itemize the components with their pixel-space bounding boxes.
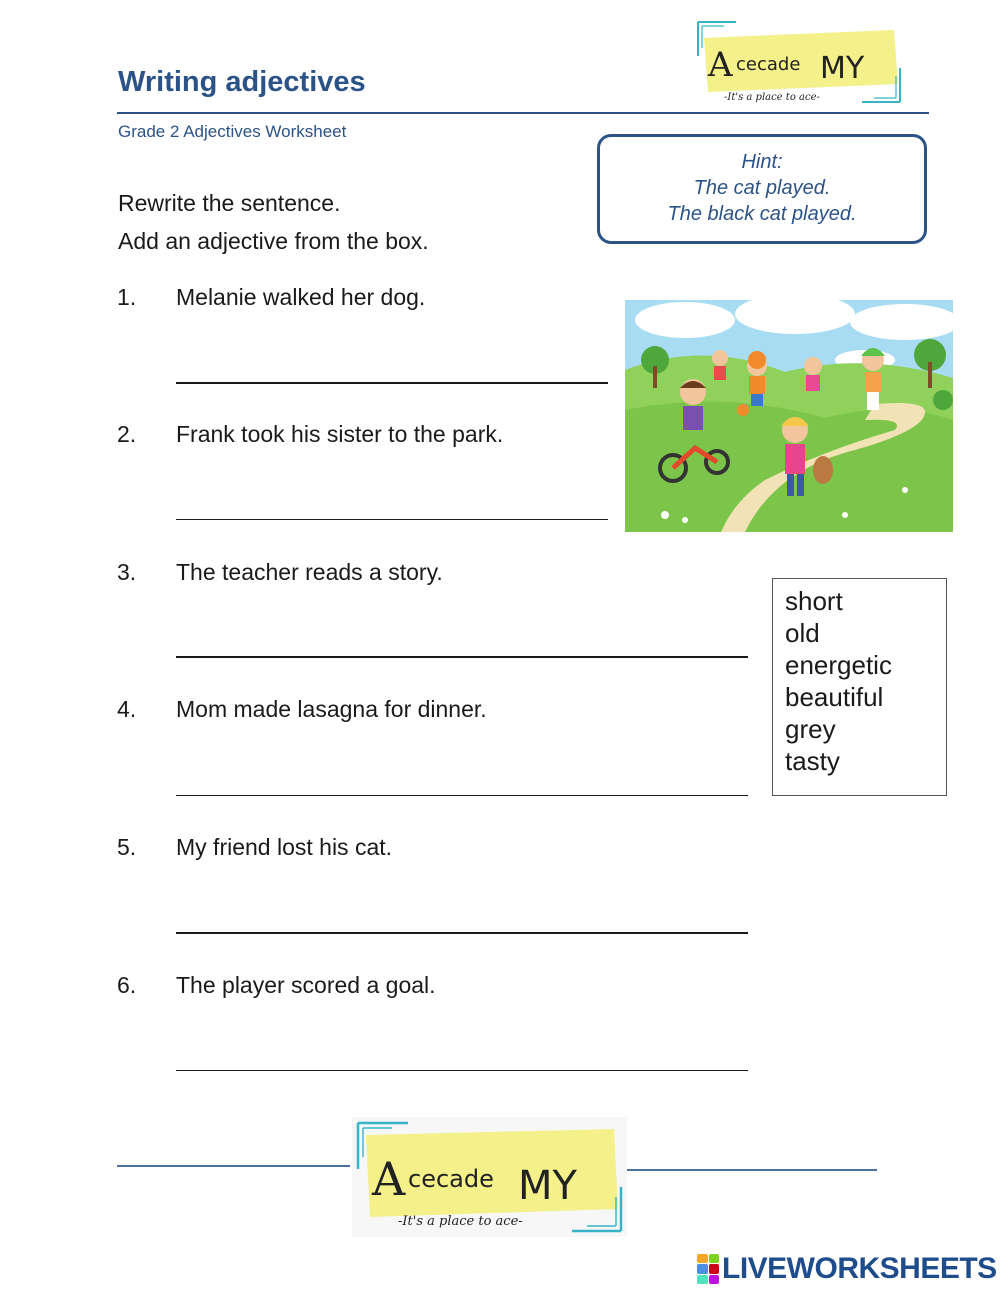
adjective-word: energetic: [785, 650, 892, 680]
acecademy-logo-image: [352, 1117, 627, 1237]
svg-text:A: A: [708, 45, 733, 85]
logo-tagline: -It's a place to ace-: [724, 92, 820, 103]
answer-input-6[interactable]: [176, 1039, 748, 1071]
question-text: Frank took his sister to the park.: [176, 421, 504, 447]
adjective-word: tasty: [785, 746, 840, 776]
adjective-word: old: [785, 618, 820, 648]
title-divider: [117, 112, 929, 114]
adjective-word: grey: [785, 714, 836, 744]
question-text: My friend lost his cat.: [176, 834, 393, 860]
park-illustration: [625, 300, 953, 532]
svg-text:MY: MY: [820, 51, 865, 86]
acecademy-logo-top: [694, 16, 904, 108]
hint-label: Hint:: [741, 151, 783, 173]
hint-example-1: The cat played.: [693, 177, 831, 199]
acecademy-logo-image: [694, 16, 904, 108]
instruction-line-1: Rewrite the sentence.: [118, 190, 341, 216]
footer-divider-left: [117, 1165, 350, 1167]
adjective-word: short: [785, 586, 843, 616]
question-text: The player scored a goal.: [176, 972, 436, 998]
liveworksheets-brand[interactable]: [697, 1254, 997, 1284]
svg-text:A: A: [372, 1152, 406, 1206]
liveworksheets-label: LIVEWORKSHEETS: [722, 1252, 997, 1285]
answer-input-5[interactable]: [176, 902, 748, 934]
hint-example-2: The black cat played.: [667, 203, 857, 225]
instruction-line-2: Add an adjective from the box.: [118, 228, 429, 254]
adjective-word-list: [785, 585, 934, 777]
question-number: 5.: [117, 834, 137, 860]
footer-divider-right: [627, 1169, 877, 1171]
acecademy-logo-bottom: [352, 1117, 627, 1237]
question-number: 3.: [117, 559, 137, 585]
question-number: 4.: [117, 696, 137, 722]
page-subtitle: Grade 2 Adjectives Worksheet: [118, 122, 347, 141]
question-text: The teacher reads a story.: [176, 559, 443, 585]
liveworksheets-icon: [697, 1254, 719, 1284]
question-text: Melanie walked her dog.: [176, 284, 426, 310]
adjective-word-box: [772, 578, 947, 796]
logo-tagline: -It's a place to ace-: [398, 1214, 523, 1229]
park-scene-image: [625, 300, 953, 532]
answer-input-2[interactable]: [176, 488, 608, 520]
question-number: 1.: [117, 284, 137, 310]
adjective-word: beautiful: [785, 682, 884, 712]
question-number: 2.: [117, 421, 137, 447]
question-text: Mom made lasagna for dinner.: [176, 696, 487, 722]
answer-input-1[interactable]: [176, 352, 608, 384]
question-number: 6.: [117, 972, 137, 998]
page-title: Writing adjectives: [118, 66, 366, 98]
svg-text:cecade: cecade: [408, 1165, 494, 1193]
answer-input-3[interactable]: [176, 626, 748, 658]
svg-text:MY: MY: [518, 1163, 577, 1209]
svg-text:cecade: cecade: [736, 54, 801, 75]
hint-box: [597, 134, 927, 244]
answer-input-4[interactable]: [176, 764, 748, 796]
